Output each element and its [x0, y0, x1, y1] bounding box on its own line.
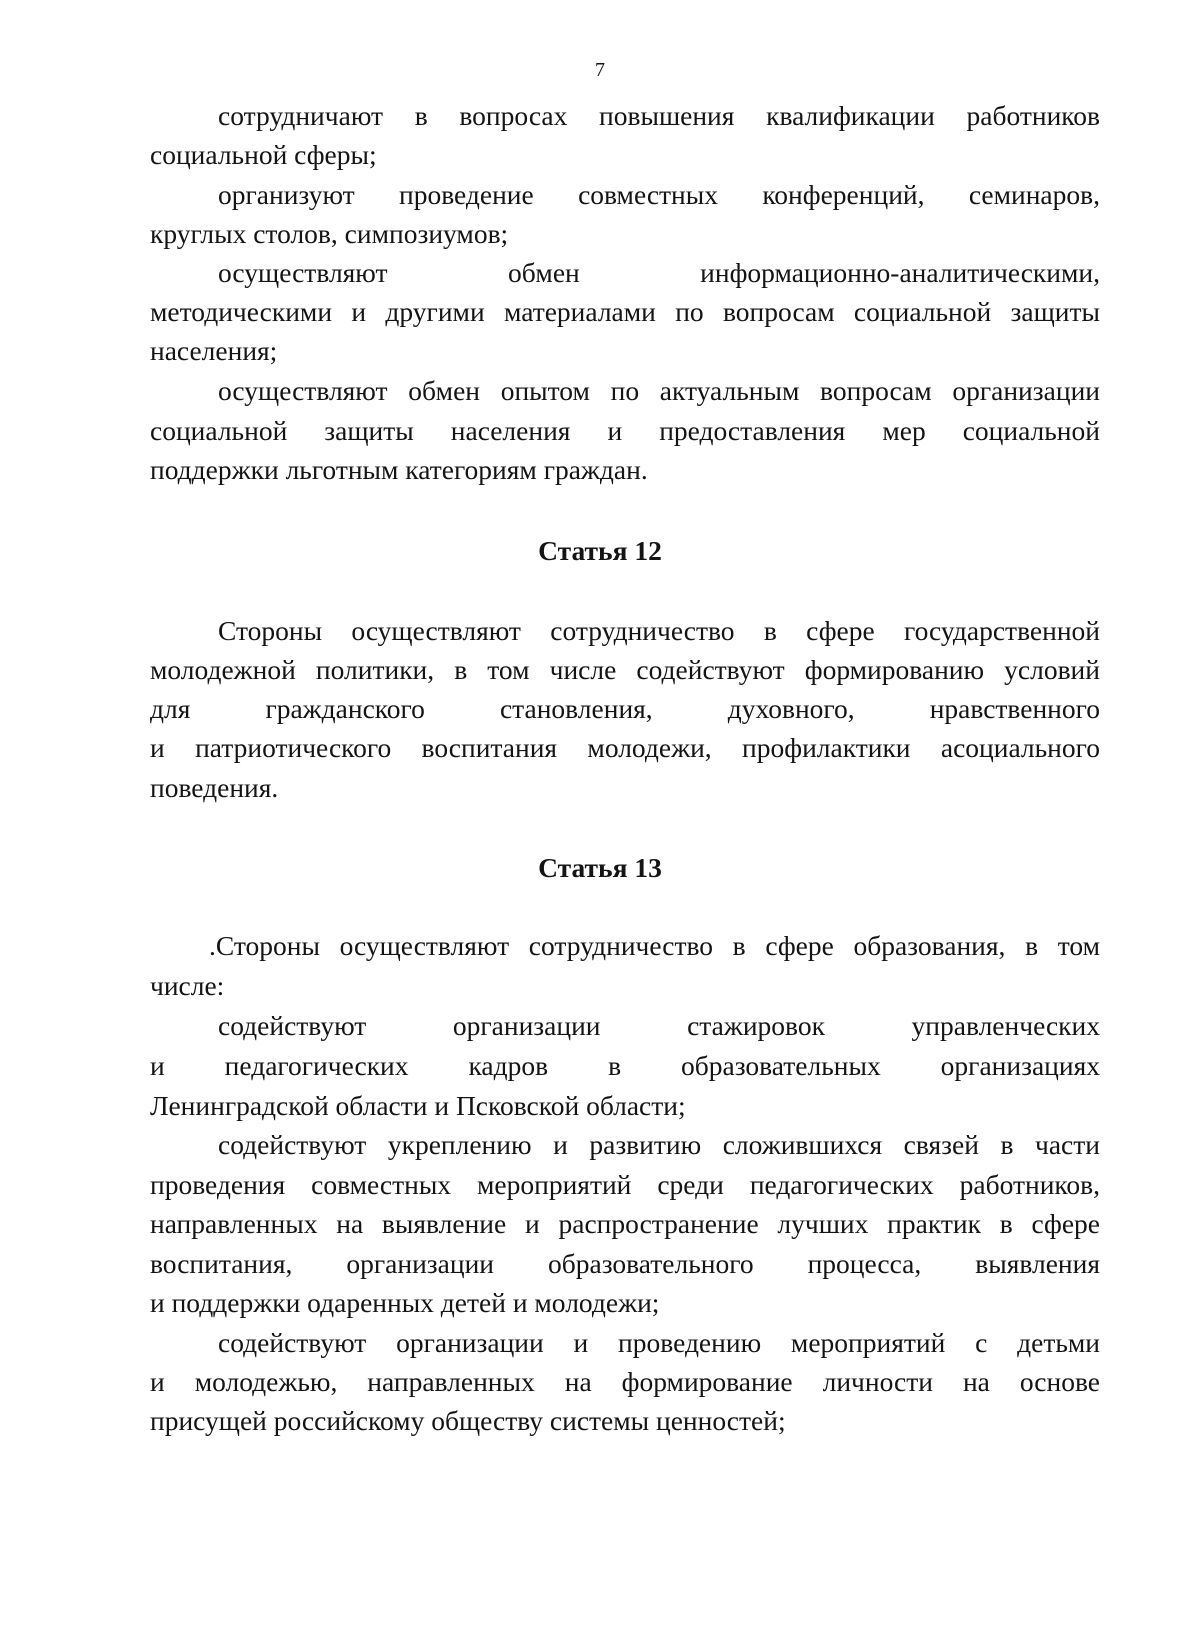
text-line: поведения. — [150, 772, 279, 803]
text-line: проведения совместных мероприятий среди педагогических работников, — [150, 1169, 1100, 1200]
text-line: Стороны осуществляют сотрудничество в сфере государственной — [218, 615, 1100, 646]
text-line: социальной защиты населения и предоставления мер социальной — [150, 415, 1100, 446]
text-line: воспитания, организации образовательного процесса, выявления — [150, 1248, 1100, 1279]
text-line: осуществляют обмен опытом по актуальным вопросам организации — [218, 375, 1100, 406]
text-line: .Стороны осуществляют сотрудничество в сфере образования, в том — [209, 930, 1100, 961]
text-line: и поддержки одаренных детей и молодежи; — [150, 1287, 660, 1318]
text-line: социальной сферы; — [150, 139, 377, 170]
text-line: содействуют организации стажировок управленческих — [218, 1010, 1100, 1041]
text-line: и патриотического воспитания молодежи, профилактики асоциального — [150, 732, 1100, 763]
text-line: числе: — [150, 970, 225, 1001]
text-line: молодежной политики, в том числе содействуют формированию условий — [150, 654, 1100, 685]
text-line: содействуют укреплению и развитию сложившихся связей в части — [218, 1129, 1100, 1160]
article-12-heading: Статья 12 — [538, 535, 662, 566]
text-line: сотрудничают в вопросах повышения квалификации работников — [218, 100, 1100, 131]
text-line: методическими и другими материалами по вопросам социальной защиты — [150, 296, 1100, 327]
text-line: осуществляют обмен информационно-аналитическими, — [218, 257, 1100, 288]
text-line: направленных на выявление и распространение лучших практик в сфере — [150, 1208, 1100, 1239]
text-line: и молодежью, направленных на формирование личности на основе — [150, 1366, 1100, 1397]
text-line: присущей российскому обществу системы ценностей; — [150, 1405, 786, 1436]
text-line: населения; — [150, 335, 278, 366]
text-line: поддержки льготным категориям граждан. — [150, 454, 648, 485]
text-line: круглых столов, симпозиумов; — [150, 218, 509, 249]
text-line: организуют проведение совместных конференций, семинаров, — [218, 179, 1100, 210]
text-line: Ленинградской области и Псковской области; — [150, 1090, 686, 1121]
text-line: и педагогических кадров в образовательных организациях — [150, 1050, 1100, 1081]
text-line: содействуют организации и проведению мероприятий с детьми — [218, 1327, 1100, 1358]
article-13-heading: Статья 13 — [538, 852, 662, 883]
page-number: 7 — [595, 59, 605, 81]
text-line: для гражданского становления, духовного, нравственного — [150, 693, 1100, 724]
